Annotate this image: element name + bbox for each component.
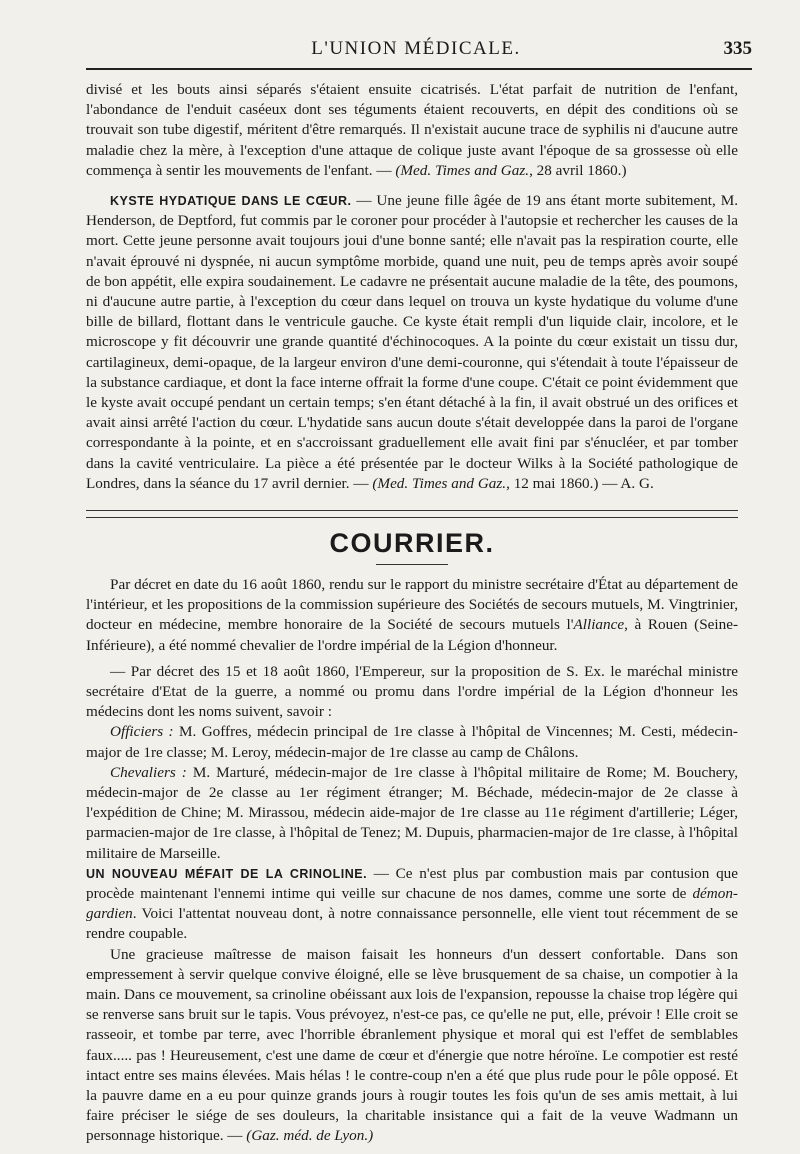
citation: (Med. Times and Gaz. — [395, 161, 530, 179]
page-header — [80, 30, 752, 64]
paragraph-text: Une gracieuse maîtresse de maison faisait les honneurs d'un dessert confortable. Dans son empressement à servir quelque convive éloigné, elle se lève brusquement de sa chaise, un compotier à la main. Dans ce mouvement, sa crinoline obéissant aux lois de l'expansion, repousse la chaise trop légère qui se renverse sans bruit sur le tapis. Vous prévoyez, n'est-ce pas, ce qu'elle ne put, elle, prévoir ! Elle croit se rasseoir, et tombe par terre, avec l'horrible ébranlement physique et moral qui est l'effet de semblables faux..... pas ! Heureusement, c'est une dame de cœur et d'énergie que notre héroïne. Le compotier est resté intact entre ses mains élevées. Mais hélas ! le contre-coup n'en a été que plus rude pour le pôle opposé. Et la pauvre dame en a eu pour quinze grands jours à rougir toutes les fois qu'un de ses amis mettait, à lui faire préciser le siége de ses douleurs, la charitable insistance qui a fait de la veuve Wadmann un personnage historique. — — [86, 945, 738, 1145]
article-heading: KYSTE HYDATIQUE DANS LE CŒUR. — [110, 194, 352, 208]
paragraph-text: — Par décret des 15 et 18 août 1860, l'Empereur, sur la proposition de S. Ex. le maréchal ministre secrétaire d'Etat de la guerre, a nommé ou promu dans l'ordre impérial de la Légion d'honneur les médecins dont les noms suivent, savoir : — [86, 662, 738, 721]
italic-text: Alliance — [573, 616, 625, 634]
header-rule — [86, 68, 752, 70]
paragraph-text: M. Marturé, médecin-major de 1re classe à l'hôpital militaire de Rome; M. Bouchery, médecin-major de 2e classe au 1er régiment étranger; M. Béchade, médecin-major de 2e classe à l'expédition de Chine; M. Mirassou, médecin aide-major de 1re classe au 11e régiment d'artillerie; Léger, parmacien-major de 1re classe, à l'hôpital de Tenez; M. Dupuis, pharmacien-major de 1re classe, à l'hôpital militaire de Marseille. — [86, 763, 739, 862]
section-divider — [86, 510, 738, 518]
citation-date: , 12 mai 1860.) — A. G. — [506, 474, 654, 492]
paragraph — [86, 945, 738, 1147]
running-title: L'UNION MÉDICALE. — [311, 38, 521, 59]
article-kyste-hydatique — [86, 191, 738, 494]
courrier-section — [86, 575, 738, 1147]
paragraph — [86, 763, 738, 864]
officiers-label: Officiers : — [110, 723, 174, 741]
article-continuation — [86, 80, 738, 181]
paragraph — [86, 864, 738, 945]
paragraph — [86, 575, 738, 656]
article-heading: UN NOUVEAU MÉFAIT DE LA CRINOLINE. — [86, 866, 368, 881]
paragraph-text: , à Rouen (Seine-Inférieure), a été nommé chevalier de l'ordre impérial de la Légion d'honneur. — [86, 616, 738, 654]
page-number: 335 — [723, 38, 752, 59]
article-text: divisé et les bouts ainsi séparés s'étaient ensuite cicatrisés. L'état parfait de nutrition de l'enfant, l'abondance de l'enduit caséeux dont ses téguments étaient recouverts, en dépit des conditions où se trouvait son tube digestif, méritent d'être remarqués. Il n'existait aucune trace de syphilis ni d'aucune autre maladie chez la mère, à l'exception d'une attaque de colique juste avant l'époque de sa grossesse où elle commença à sentir les mouvements de l'enfant. — — [86, 81, 738, 179]
citation-date: , 28 avril 1860.) — [529, 161, 627, 179]
citation: (Gaz. méd. de Lyon.) — [246, 1127, 374, 1145]
paragraph — [86, 722, 738, 762]
article-text: — Une jeune fille âgée de 19 ans étant morte subitement, M. Henderson, de Deptford, fut commis par le coroner pour procéder à l'autopsie et rechercher les causes de la mort. Cette jeune personne avait toujours joui d'une bonne santé; elle n'avait pas la respiration courte, elle n'avait éprouvé ni dyspnée, ni aucun symptôme morbide, quand une nuit, peu de temps après avoir soupé de bon appétit, elle expira soudainement. Le cadavre ne présentait aucune maladie de la tête, des poumons, ni d'aucune autre partie, à l'exception du cœur dans lequel on trouva un kyste hydatique du volume d'une bille de billard, flottant dans le ventricule gauche. Ce kyste était rempli d'un liquide clair, incolore, et le microscope y fit découvrir une grande quantité d'échinocoques. A la pointe du cœur existait un tissu dur, cartilagineux, demi-opaque, de la largeur environ d'une demi-couronne, qui s'étendait à toute l'épaisseur de la substance cardiaque, et dont la face interne offrait la forme d'une coupe. C'était ce point évidemment que le kyste avait occupé pendant un certain temps; s'en étant détaché à la fin, il avait obstrué un des orifices et avait ainsi arrêté l'action du cœur. L'hydatide sans aucun doute s'était developpée dans la paroi de l'organe correspondante à la pointe, et en s'accroissant graduellement elle avait fini par s'énucléer, et par tomber dans la cavité ventriculaire. La pièce a été présentée par le docteur Wilks à la Société pathologique de Londres, dans la séance du 17 avril dernier. — — [86, 192, 738, 492]
paragraph-text: — Ce n'est plus par combustion mais par contusion que procède maintenant l'ennemi intime qui veille sur chacune de nos dames, comme une sorte de — [86, 864, 739, 903]
title-underline — [376, 564, 448, 565]
citation: (Med. Times and Gaz. — [372, 474, 507, 492]
chevaliers-label: Chevaliers : — [110, 763, 187, 781]
paragraph-text: . Voici l'attentat nouveau dont, à notre connaissance personnelle, elle vient tout récemment de se rendre coupable. — [86, 905, 738, 943]
section-title: COURRIER. — [329, 528, 495, 558]
paragraph-text: M. Goffres, médecin principal de 1re classe à l'hôpital de Vincennes; M. Cesti, médecin-major de 1re classe; M. Leroy, médecin-major de 1re classe au camp de Châlons. — [86, 723, 738, 761]
paragraph-text: Par décret en date du 16 août 1860, rendu sur le rapport du ministre secrétaire d'État au département de l'intérieur, et les propositions de la commission supérieure des Sociétés de secours mutuels, M. Vingtrinier, docteur en médecine, membre honoraire de la Société de secours mutuels l' — [86, 576, 738, 634]
italic-text: démon-gardien — [86, 885, 738, 923]
paragraph — [86, 662, 738, 723]
